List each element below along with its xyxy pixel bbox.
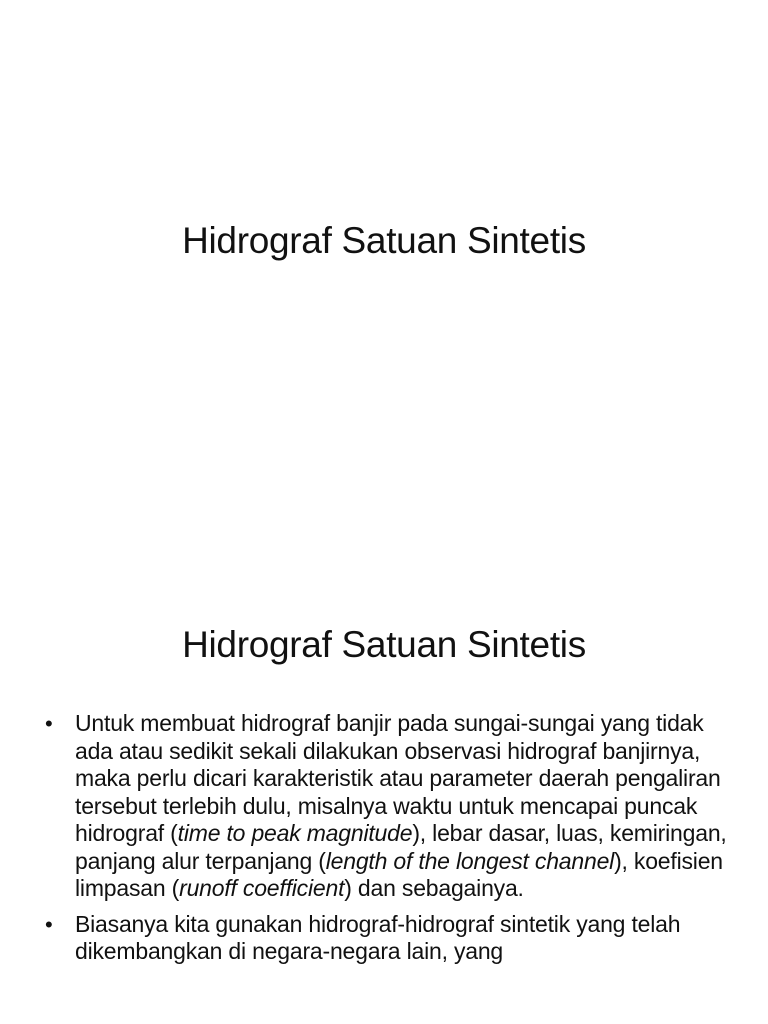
- bullet-1-segment-7: ) dan sebagainya.: [344, 875, 524, 901]
- bullet-text-1: [75, 710, 727, 901]
- bullet-icon: •: [45, 711, 53, 736]
- bullet-1-segment-5: ), koefisien limpasan (: [75, 847, 723, 901]
- bullet-item-1: [42, 710, 732, 903]
- bullet-1-segment-4: length of the longest channel: [325, 847, 615, 874]
- bullet-1-segment-6: runoff coefficient: [179, 875, 345, 901]
- bullet-1-segment-1: Untuk membuat hidrograf banjir pada sungai-sungai yang tidak ada atau sedikit sekali dilakukan observasi hidrograf banjirnya, maka perlu dicari karakteristik atau parameter daerah pengaliran tersebut terlebih dulu, misalnya waktu untuk mencapai puncak hidrograf (: [75, 710, 721, 846]
- bullet-1-segment-3: ), lebar dasar, luas, kemiringan, panjang alur terpanjang (: [75, 820, 727, 874]
- bullet-list: [42, 710, 732, 974]
- slide-2: [0, 576, 768, 1024]
- bullet-1-segment-2: time to peak magnitude: [177, 820, 413, 846]
- bullet-item-2: [42, 911, 732, 966]
- slide-2-title: Hidrograf Satuan Sintetis: [182, 624, 586, 665]
- bullet-text-2: [75, 911, 680, 965]
- bullet-icon: •: [45, 911, 53, 937]
- slide-1-title: Hidrograf Satuan Sintetis: [182, 220, 586, 261]
- bullet-2-segment-1: Biasanya kita gunakan hidrograf-hidrograf sintetik yang telah dikembangkan di negara-negara lain, yang: [75, 910, 681, 964]
